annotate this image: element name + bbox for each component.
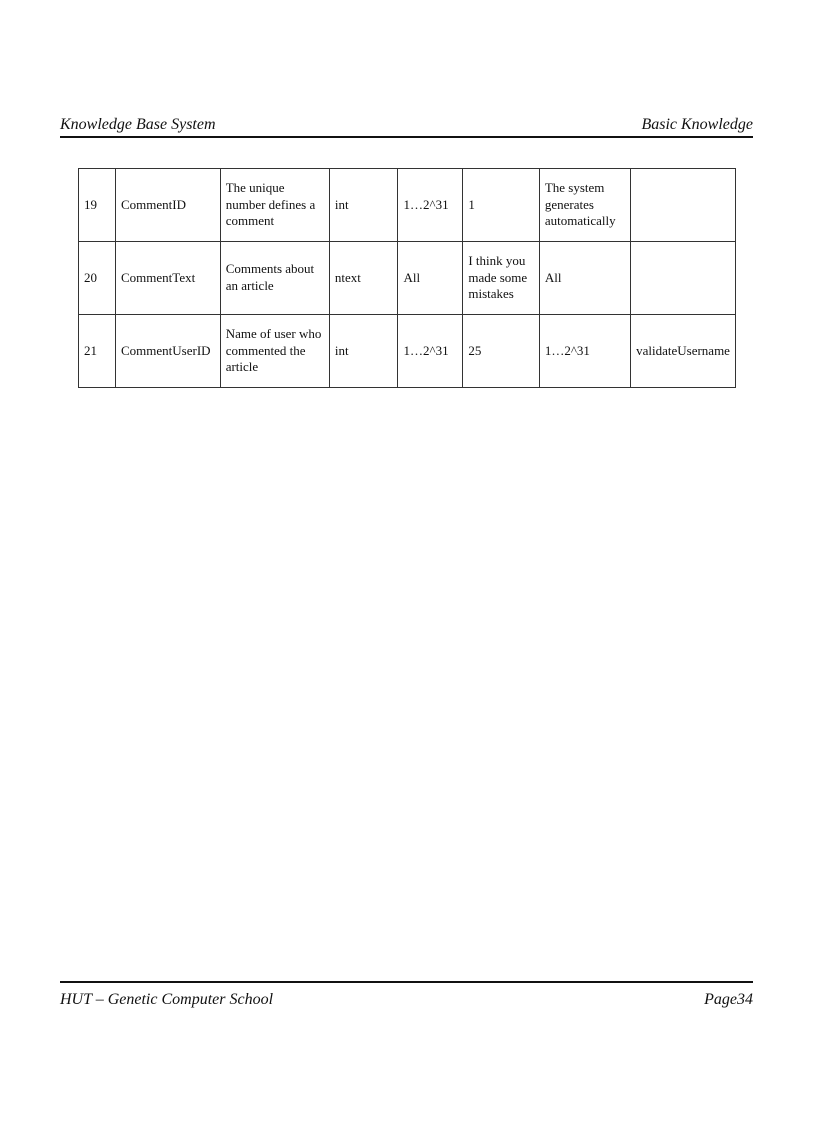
row-number: 19 xyxy=(79,169,116,242)
field-range: All xyxy=(398,242,463,315)
page-number: Page34 xyxy=(704,991,753,1008)
field-description: Name of user who commented the article xyxy=(220,315,329,388)
table-row xyxy=(79,169,736,242)
field-validation-function xyxy=(631,242,736,315)
page-footer xyxy=(60,981,753,1021)
header-section: Basic Knowledge xyxy=(641,116,753,133)
row-number: 20 xyxy=(79,242,116,315)
field-type: int xyxy=(329,315,398,388)
footer-school: HUT – Genetic Computer School xyxy=(60,991,274,1008)
page-header xyxy=(60,110,753,138)
field-description: Comments about an article xyxy=(220,242,329,315)
row-number: 21 xyxy=(79,315,116,388)
field-sample: I think you made some mistakes xyxy=(463,242,539,315)
field-name: CommentID xyxy=(116,169,221,242)
field-type: ntext xyxy=(329,242,398,315)
field-description: The unique number defines a comment xyxy=(220,169,329,242)
table-row xyxy=(79,242,736,315)
field-validation-function xyxy=(631,169,736,242)
field-sample: 1 xyxy=(463,169,539,242)
header-title: Knowledge Base System xyxy=(60,116,216,133)
field-type: int xyxy=(329,169,398,242)
field-range: 1…2^31 xyxy=(398,169,463,242)
field-valid-values: The system generates automatically xyxy=(539,169,630,242)
data-dictionary-table xyxy=(78,168,736,388)
field-validation-function: validateUsername xyxy=(631,315,736,388)
field-range: 1…2^31 xyxy=(398,315,463,388)
field-name: CommentText xyxy=(116,242,221,315)
table-row xyxy=(79,315,736,388)
field-sample: 25 xyxy=(463,315,539,388)
field-valid-values: 1…2^31 xyxy=(539,315,630,388)
field-name: CommentUserID xyxy=(116,315,221,388)
field-valid-values: All xyxy=(539,242,630,315)
